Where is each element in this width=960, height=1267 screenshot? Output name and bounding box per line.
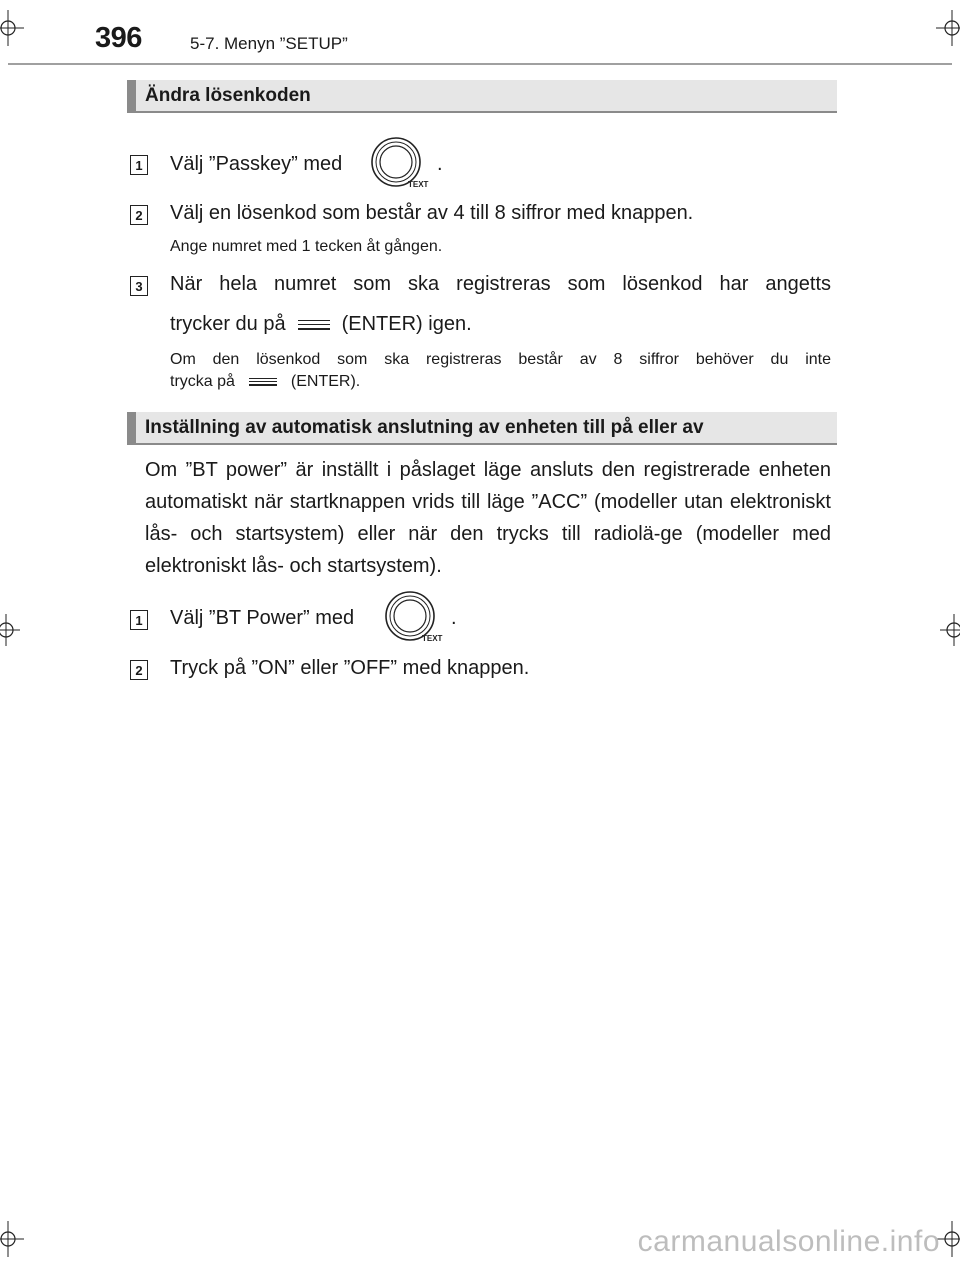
tune-knob-icon (382, 590, 444, 646)
watermark: carmanualsonline.info (637, 1225, 940, 1258)
step-number: 1 (130, 610, 148, 630)
section-title-auto-connect: Inställning av automatisk anslutning av enheten till på eller av (127, 412, 837, 445)
section-title-change-passkey: Ändra lösenkoden (127, 80, 837, 113)
step-text: När hela numret som ska registreras som lösenkod har angetts (170, 273, 831, 295)
knob-label: TEXT (422, 634, 443, 643)
step-text-end: . (437, 153, 443, 175)
crop-mark-mid-right (930, 610, 960, 650)
step-number: 1 (130, 155, 148, 175)
crop-mark-mid-left (0, 610, 30, 650)
crop-mark-top-right (920, 0, 960, 50)
enter-button-icon (298, 319, 330, 331)
page-number: 396 (95, 22, 142, 54)
step-text: Välj en lösenkod som består av 4 till 8 siffror med knappen. (170, 202, 694, 224)
crop-mark-top-left (0, 0, 40, 50)
step-note: Om den lösenkod som ska registreras består av 8 siffror behöver du inte (170, 351, 831, 368)
step-text-line2: trycker du på (ENTER) igen. (170, 313, 472, 335)
header-rule (8, 63, 952, 65)
section-intro: Om ”BT power” är inställt i påslaget läge ansluts den registrerade enheten automatiskt när startknappen vrids till läge ”ACC” (modeller utan elektroniskt lås- och startsystem) eller när den trycks till radiolä-ge (modeller med elektroniskt lås- och startsystem). (145, 459, 831, 577)
step-note-line2: trycka på (ENTER). (170, 373, 361, 390)
step-text: Tryck på ”ON” eller ”OFF” med knappen. (170, 657, 530, 679)
step-number: 2 (130, 205, 148, 225)
crop-mark-bottom-left (0, 1217, 40, 1267)
step-note: Ange numret med 1 tecken åt gången. (170, 238, 443, 255)
step-text: Välj ”Passkey” med (170, 153, 343, 175)
knob-label: TEXT (408, 180, 429, 189)
section-header: 5-7. Menyn ”SETUP” (190, 34, 348, 53)
step-text-end: . (451, 607, 457, 629)
tune-knob-icon (368, 136, 430, 192)
step-text: Välj ”BT Power” med (170, 607, 355, 629)
step-number: 2 (130, 660, 148, 680)
step-number: 3 (130, 276, 148, 296)
enter-button-icon (249, 377, 277, 387)
